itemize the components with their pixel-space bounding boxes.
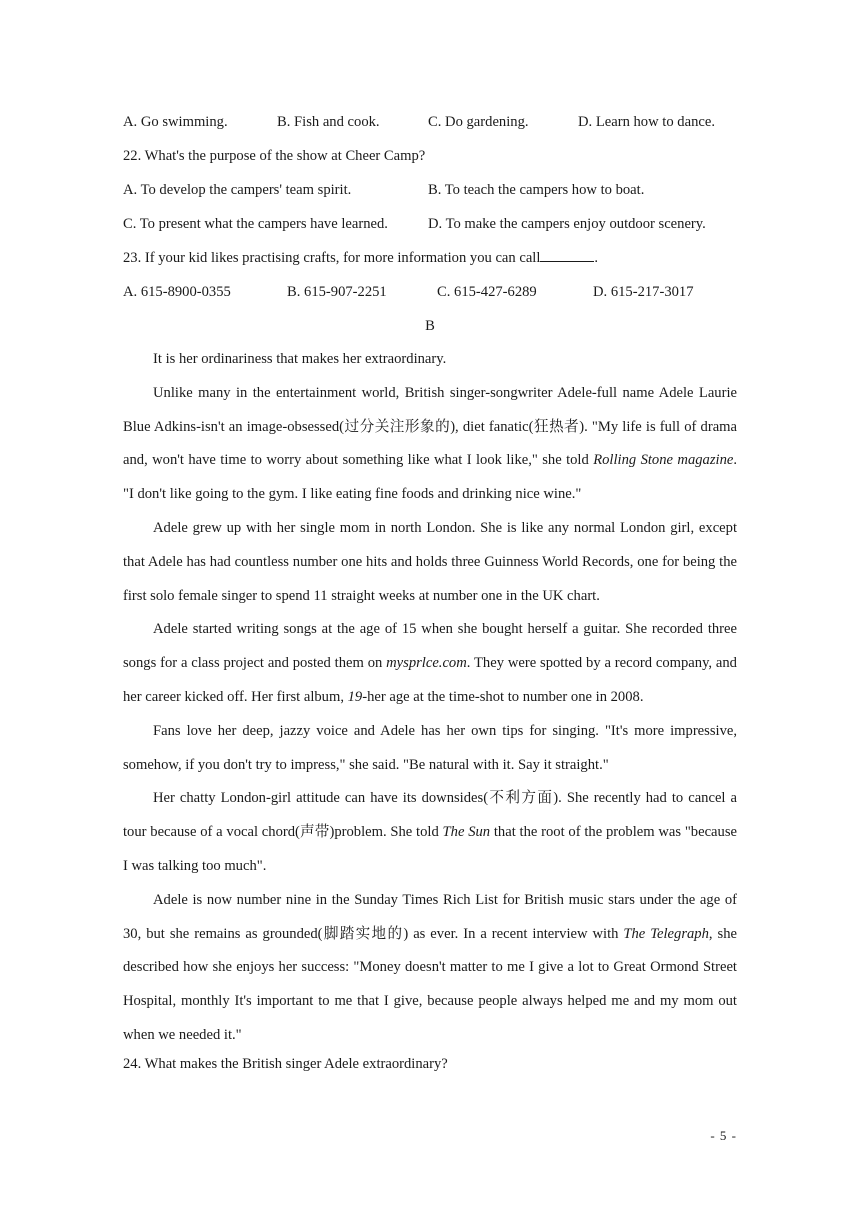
p4-album-title: 19 (347, 688, 363, 705)
q22-question: 22. What's the purpose of the show at Cheer Camp? (123, 148, 426, 164)
p4-text-c: -her age at the time-shot to number one in 2008. (362, 688, 644, 705)
p6-source-the-sun: The Sun (442, 824, 491, 841)
passage-paragraph-1: It is her ordinariness that makes her extraordinary. (153, 351, 447, 367)
q21-options (123, 111, 737, 145)
q21-option-a: A. Go swimming. (123, 114, 228, 130)
p6-text-b: that the root of the problem was "because I was talking too much". (123, 824, 737, 874)
p7-text-a: Adele is now number nine in the Sunday Times Rich List for British music stars under the age of 30, but she remains as grounded(脚踏实地的) as ever. In a recent interview with (123, 891, 737, 942)
q22-option-a: A. To develop the campers' team spirit. (123, 182, 352, 198)
passage-paragraph-7 (123, 884, 737, 1053)
p7-text-b: , she described how she enjoys her success: "Money doesn't matter to me I give a lot to Great Ormond Street Hospital, monthly It's important to me that I give, because people always helped me and my mom out when we needed it." (123, 925, 737, 1043)
page-content (123, 111, 737, 1093)
p4-text-b: . They were spotted by a record company, and her career kicked off. Her first album, (123, 655, 737, 705)
answer-blank (540, 247, 594, 262)
q22-options-row-2 (123, 213, 737, 247)
passage (123, 349, 737, 1059)
q22-option-b: B. To teach the campers how to boat. (428, 182, 645, 198)
passage-paragraph-3: Adele grew up with her single mom in north London. She is like any normal London girl, except that Adele has had countless number one hits and holds three Guinness World Records, one for being the first solo female singer to spend 11 straight weeks at number one in the UK chart. (123, 519, 737, 604)
q23-option-b: B. 615-907-2251 (287, 284, 387, 300)
q24-question: 24. What makes the British singer Adele extraordinary? (123, 1055, 448, 1072)
section-label: B (425, 318, 435, 334)
passage-paragraph-5: Fans love her deep, jazzy voice and Adele has her own tips for singing. "It's more impressive, somehow, if you don't try to impress," she said. "Be natural with it. Say it straight." (123, 722, 737, 773)
p2-text-a: Unlike many in the entertainment world, British singer-songwriter Adele-full name Adele Laurie Blue Adkins-isn't an image-obsessed(过分关注形象的), diet fanatic(狂热者). "My life is full of drama and, won't have time to worry about something like what I look like," she told (123, 384, 737, 469)
p4-text-a: Adele started writing songs at the age of 15 when she bought herself a guitar. She recorded three songs for a class project and posted them on (123, 621, 737, 672)
passage-paragraph-4 (123, 613, 737, 714)
p4-website: mysprlce.com (386, 655, 467, 672)
page-number: - 5 - (710, 1128, 737, 1143)
p2-text-b: . "I don't like going to the gym. I like eating fine foods and drinking nice wine." (123, 452, 737, 503)
q21-option-d: D. Learn how to dance. (578, 114, 715, 130)
p2-source-rolling-stone: Rolling Stone magazine (593, 452, 734, 469)
q21-option-c: C. Do gardening. (428, 114, 529, 130)
q23-options (123, 281, 737, 315)
q23-option-d: D. 615-217-3017 (593, 284, 694, 300)
p7-source-telegraph: The Telegraph (623, 925, 709, 942)
q23-question (123, 247, 737, 281)
q23-option-c: C. 615-427-6289 (437, 284, 537, 300)
q22-options-row-1 (123, 179, 737, 213)
q21-option-b: B. Fish and cook. (277, 114, 380, 130)
q23-question-end: . (594, 250, 599, 266)
q22-option-d: D. To make the campers enjoy outdoor scenery. (428, 216, 706, 232)
q23-option-a: A. 615-8900-0355 (123, 284, 231, 300)
passage-paragraph-6 (123, 782, 737, 883)
p6-text-a: Her chatty London-girl attitude can have its downsides(不利方面). She recently had to cancel a tour because of a vocal chord(声带)problem. She told (123, 790, 737, 841)
q22-option-c: C. To present what the campers have learned. (123, 216, 388, 232)
q23-question-text: 23. If your kid likes practising crafts, for more information you can call (123, 250, 541, 266)
passage-paragraph-2 (123, 377, 737, 512)
